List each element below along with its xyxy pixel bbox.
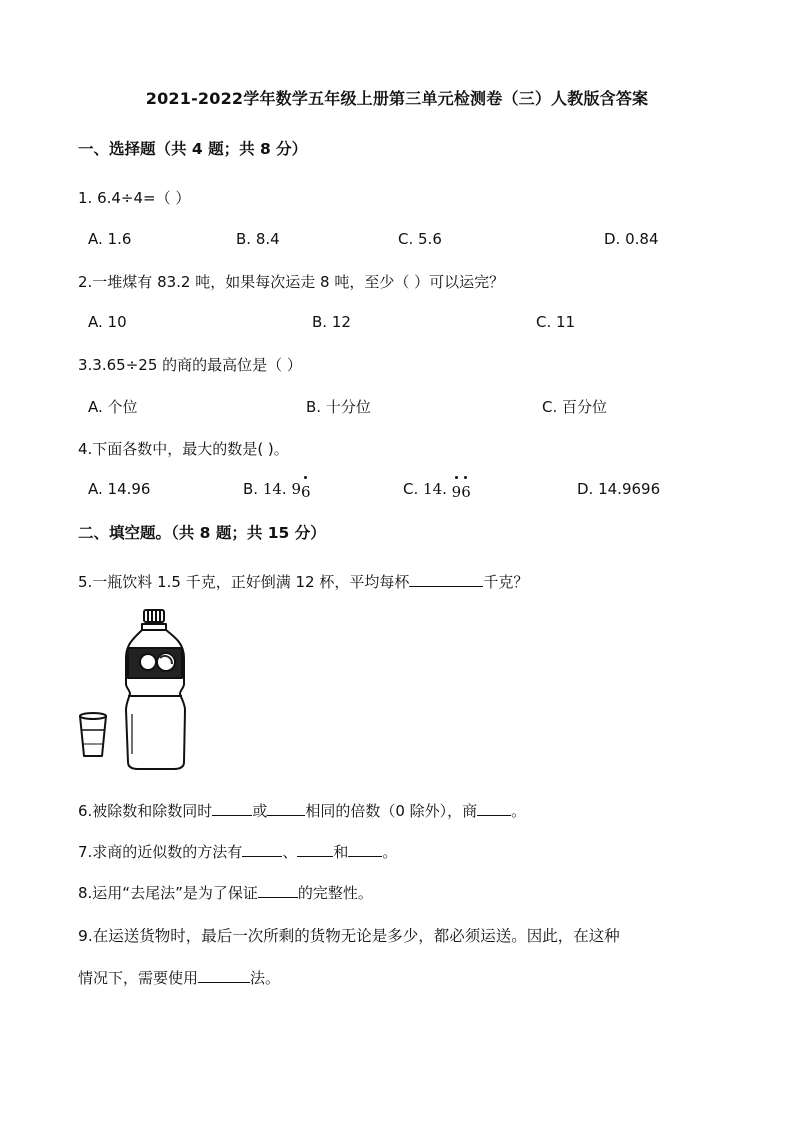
question-3: 3.3.65÷25 的商的最高位是（ ） (78, 356, 302, 374)
repeating-digit: 6 (301, 483, 311, 501)
repeating-digit: 9 (452, 483, 462, 501)
repeat-dot (464, 476, 467, 479)
answer-blank[interactable] (477, 814, 511, 816)
answer-blank[interactable] (242, 855, 282, 857)
q2-option-a[interactable]: A. 10 (88, 313, 127, 331)
answer-blank[interactable] (409, 585, 483, 587)
q4-option-b-label: B. (243, 480, 259, 498)
repeat-dot (455, 476, 458, 479)
answer-blank[interactable] (348, 855, 382, 857)
question-9-line-1: 9.在运送货物时，最后一次所剩的货物无论是多少，都必须运送。因此，在这种 (78, 927, 620, 945)
question-4: 4.下面各数中，最大的数是( )。 (78, 440, 289, 458)
q3-option-c[interactable]: C. 百分位 (542, 398, 608, 416)
q3-option-b[interactable]: B. 十分位 (306, 398, 371, 416)
answer-blank[interactable] (212, 814, 252, 816)
question-9-line-2: 情况下，需要使用 法。 (78, 969, 281, 987)
question-1: 1. 6.4÷4=（ ） (78, 189, 191, 207)
section-heading-fill: 二、填空题。（共 8 题；共 15 分） (78, 524, 326, 542)
question-2: 2.一堆煤有 83.2 吨，如果每次运走 8 吨，至少（ ）可以运完？ (78, 273, 505, 291)
q4-option-c[interactable] (403, 480, 471, 501)
q4-option-d[interactable]: D. 14.9696 (577, 480, 661, 498)
question-5: 5.一瓶饮料 1.5 千克，正好倒满 12 杯，平均每杯 千克？ (78, 573, 529, 591)
answer-blank[interactable] (198, 981, 250, 983)
q1-option-b[interactable]: B. 8.4 (236, 230, 280, 248)
answer-blank[interactable] (297, 855, 333, 857)
bottle-and-cup-illustration (74, 604, 194, 774)
q4-option-c-label: C. (403, 480, 419, 498)
page-title: 2021-2022学年数学五年级上册第三单元检测卷（三）人教版含答案 (145, 89, 649, 108)
repeat-dot (304, 476, 307, 479)
q4-option-b[interactable] (243, 480, 311, 501)
q1-option-a[interactable]: A. 1.6 (88, 230, 132, 248)
question-7: 7.求商的近似数的方法有 、 和 。 (78, 843, 398, 861)
q1-option-c[interactable]: C. 5.6 (398, 230, 442, 248)
section-heading-choice: 一、选择题（共 4 题；共 8 分） (78, 140, 308, 158)
question-6: 6.被除数和除数同时 或 相同的倍数（0 除外），商 。 (78, 802, 527, 820)
q4-option-b-number: 14. 9 6 (263, 480, 311, 498)
q4-option-a[interactable]: A. 14.96 (88, 480, 151, 498)
question-8: 8.运用“去尾法”是为了保证 的完整性。 (78, 884, 373, 902)
q4-option-c-number: 14. 9 6 (423, 480, 471, 498)
answer-blank[interactable] (258, 896, 298, 898)
q3-option-a[interactable]: A. 个位 (88, 398, 138, 416)
answer-blank[interactable] (267, 814, 305, 816)
q2-option-c[interactable]: C. 11 (536, 313, 576, 331)
q1-option-d[interactable]: D. 0.84 (604, 230, 659, 248)
q2-option-b[interactable]: B. 12 (312, 313, 351, 331)
repeating-digit: 6 (461, 483, 471, 501)
